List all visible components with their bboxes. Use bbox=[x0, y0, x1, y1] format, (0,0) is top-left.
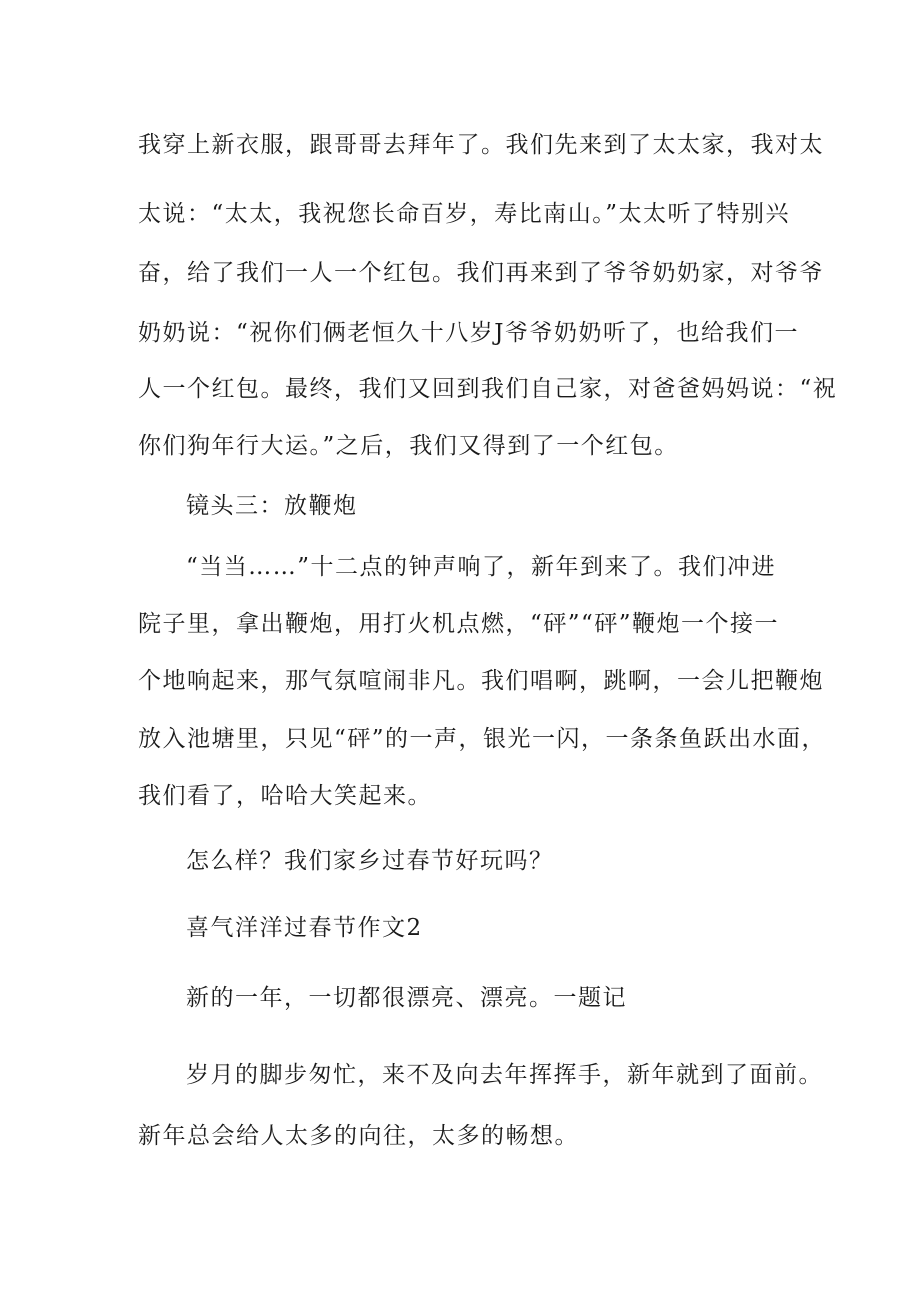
paragraph-line-3: 奋，给了我们一人一个红包。我们再来到了爷爷奶奶家，对爷爷 bbox=[138, 260, 824, 286]
paragraph-line-9: 个地响起来，那气氛喧闹非凡。我们唱啊，跳啊，一会儿把鞭炮 bbox=[138, 668, 824, 694]
paragraph-line-11: 我们看了，哈哈大笑起来。 bbox=[138, 783, 432, 809]
paragraph-line-5: 人一个红包。最终，我们又回到我们自己家，对爸爸妈妈说：“祝 bbox=[138, 376, 838, 402]
paragraph-line-13: 新年总会给人太多的向往，太多的畅想。 bbox=[138, 1123, 579, 1149]
paragraph-line-4: 奶奶说：“祝你们俩老恒久十八岁J爷爷奶奶听了，也给我们一 bbox=[138, 320, 799, 346]
paragraph-question: 怎么样？我们家乡过春节好玩吗？ bbox=[186, 848, 554, 874]
paragraph-line-12: 岁月的脚步匆忙，来不及向去年挥挥手，新年就到了面前。 bbox=[186, 1062, 823, 1088]
paragraph-line-8: 院子里，拿出鞭炮，用打火机点燃，“砰”“砰”鞭炮一个接一 bbox=[138, 611, 780, 637]
paragraph-line-1: 我穿上新衣服，跟哥哥去拜年了。我们先来到了太太家，我对太 bbox=[138, 132, 824, 158]
paragraph-line-2: 太说：“太太，我祝您长命百岁，寿比南山。”太太听了特别兴 bbox=[138, 201, 791, 227]
epigraph-line: 新的一年，一切都很漂亮、漂亮。一题记 bbox=[186, 985, 627, 1011]
paragraph-line-7: “当当……”十二点的钟声响了，新年到来了。我们冲进 bbox=[186, 554, 777, 580]
paragraph-line-6: 你们狗年行大运。”之后，我们又得到了一个红包。 bbox=[138, 433, 679, 459]
essay-title: 喜气洋洋过春节作文2 bbox=[186, 915, 423, 941]
paragraph-line-10: 放入池塘里，只见“砰”的一声，银光一闪，一条条鱼跃出水面， bbox=[138, 726, 827, 752]
section-heading: 镜头三：放鞭炮 bbox=[186, 493, 358, 519]
